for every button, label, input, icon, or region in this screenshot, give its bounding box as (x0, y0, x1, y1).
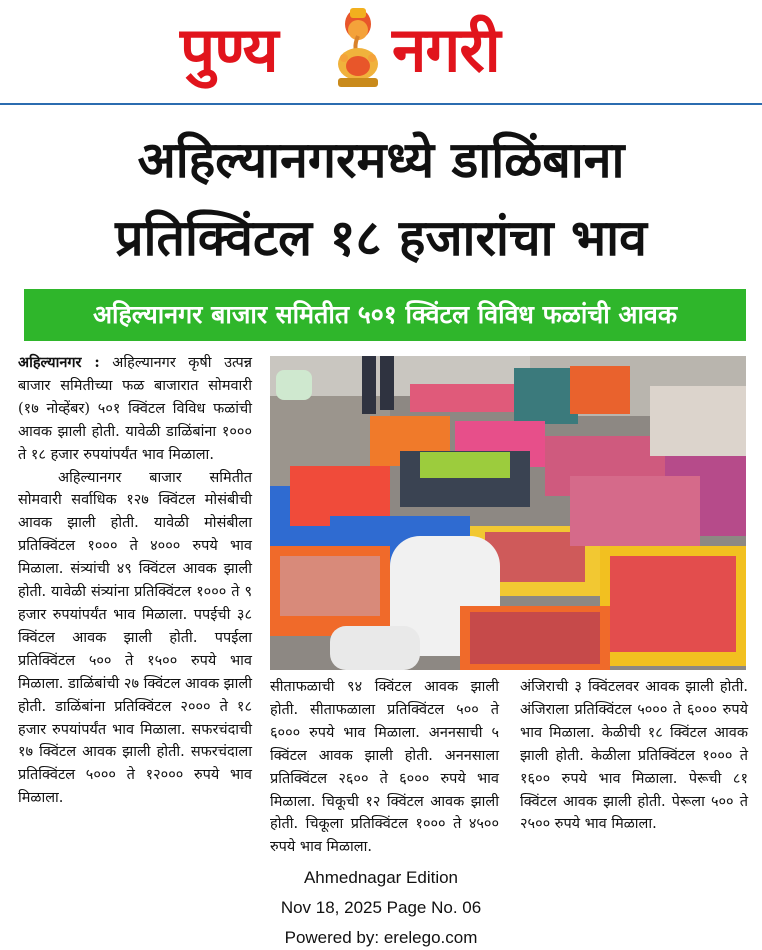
headline-line-2: प्रतिक्विंटल १८ हजारांचा भाव (115, 209, 647, 267)
article-column-2 (270, 676, 499, 859)
article-column-3 (520, 676, 748, 836)
footer-powered-by: Powered by: erelego.com (284, 928, 478, 947)
masthead-divider (0, 103, 762, 105)
dateline: अहिल्यानगर : (18, 354, 100, 371)
subheadline-banner: अहिल्यानगर बाजार समितीत ५०१ क्विंटल विविध फळांची आवक (24, 289, 746, 341)
masthead-title-right: नगरी (392, 13, 500, 86)
article-paragraph-2: अहिल्यानगर बाजार समितीत सोमवारी सर्वाधिक १२७ क्विंटल मोसंबीची आवक झाली होती. यावेळी मोसंबीला प्रतिक्विंटल १००० ते ४००० रुपये भाव मिळाला. संत्र्यांची ४९ क्विंटल आवक झाली होती. यावेळी संत्र्यांना प्रतिक्विंटल १००० ते ९ हजार रुपयांपर्यंत भाव मिळाला. पपईची ३८ क्विंटल आवक झाली होती. पपईला प्रतिक्विंटल ५०० ते १५०० रुपये भाव मिळाला. डाळिंबांची २७ क्विंटल आवक झाली होती. डाळिंबांना प्रतिक्विंटल २००० ते १८ हजार रुपयांपर्यंत भाव मिळाला. सफरचंदाची १७ क्विंटल आवक झाली होती. सफरचंदाला प्रतिक्विंटल ५००० ते १२००० रुपये भाव मिळाला. (18, 469, 252, 807)
masthead (0, 0, 762, 104)
masthead-title-left: पुण्य (180, 13, 278, 86)
ganesh-logo-icon (330, 6, 386, 90)
footer-date-page: Nov 18, 2025 Page No. 06 (280, 898, 482, 917)
footer-edition: Ahmednagar Edition (303, 868, 459, 887)
article-photo-fruit-market (270, 356, 746, 670)
article-column-1 (18, 352, 252, 810)
article-lead-text: अहिल्यानगर कृषी उत्पन्न बाजार समितीच्या फळ बाजारात सोमवारी (१७ नोव्हेंबर) ५०१ क्विंटल विविध फळांची आवक झाली होती. यावेळी डाळिंबांना १००० ते १८ हजार रुपयांपर्यंत भाव मिळाला. (18, 355, 252, 463)
fruit-crates-image (270, 356, 746, 670)
article-paragraph-4: अंजिराची ३ क्विंटलवर आवक झाली होती. अंजिराला प्रतिक्विंटल ५००० ते ६००० रुपये भाव मिळाला. केळीची १८ क्विंटल आवक झाली होती. केळीला प्रतिक्विंटल १००० ते १६०० रुपये भाव मिळाला. पेरूची ८१ क्विंटल आवक झाली होती. पेरूला ५०० ते २५०० रुपये भाव मिळाला. (520, 679, 748, 833)
article-paragraph-3: सीताफळाची ९४ क्विंटल आवक झाली होती. सीताफळाला प्रतिक्विंटल ५०० ते ६००० रुपये भाव मिळाला. अननसाची ५ क्विंटल आवक झाली होती. अननसाला प्रतिक्विंटल २६०० ते ६००० रुपये भाव मिळाला. चिकूची १२ क्विंटल आवक झाली होती. चिकूला प्रतिक्विंटल १००० ते ४५०० रुपये भाव मिळाला. (270, 679, 499, 856)
headline-line-1: अहिल्यानगरमध्ये डाळिंबाना (137, 131, 625, 189)
article-paragraph-1 (18, 352, 252, 467)
